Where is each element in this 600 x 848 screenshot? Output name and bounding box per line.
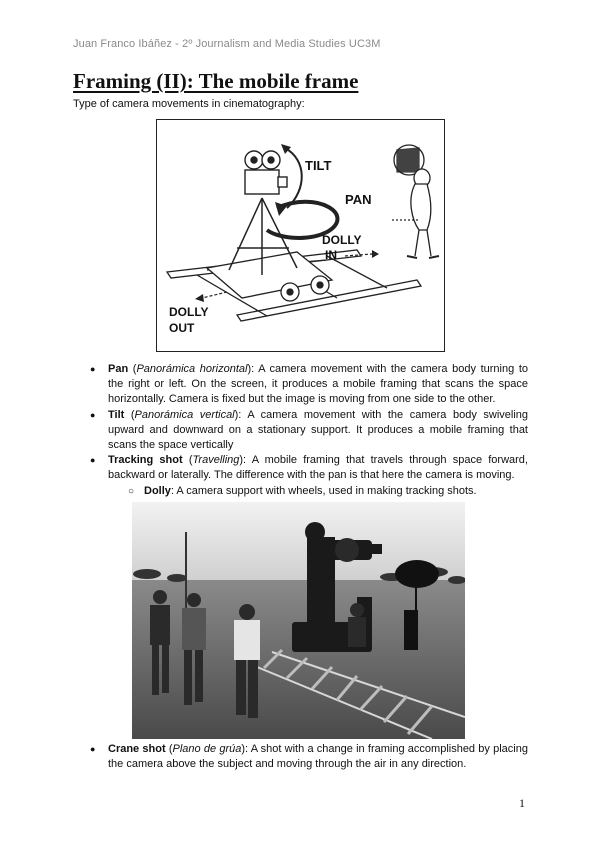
camera-body — [245, 151, 287, 194]
dolly-in-label-1: DOLLY — [322, 233, 362, 247]
term-crane: Crane shot — [108, 743, 166, 755]
list-item-dolly — [128, 484, 528, 499]
camera-movements-illustration — [157, 120, 444, 351]
term-tracking: Tracking shot — [108, 454, 183, 467]
tilt-label: TILT — [305, 158, 332, 173]
dolly-out-label-2: OUT — [169, 321, 195, 335]
description-crane: A shot with a change in framing accomplished by placing the camera above the subject and moving through the air in any direction. — [108, 743, 528, 771]
page-title: Framing (II): The mobile frame — [73, 69, 359, 93]
list-item-crane — [92, 742, 528, 772]
crane-list — [92, 742, 528, 772]
list-item-tilt — [92, 408, 528, 454]
term-dolly: Dolly — [144, 484, 171, 497]
translation-tilt: Panorámica vertical — [134, 408, 235, 421]
camera-movements-diagram — [156, 119, 445, 352]
pan-label: PAN — [345, 192, 372, 207]
camera-movement-list — [92, 362, 528, 499]
page-number: 1 — [519, 796, 525, 810]
paren-open: ( — [182, 454, 193, 467]
paren-close: ): — [239, 454, 252, 467]
paren-open: ( — [128, 363, 137, 375]
paren-close: ): — [247, 363, 259, 375]
description-dolly: : A camera support with wheels, used in making tracking shots. — [170, 484, 477, 497]
translation-pan: Panorámica horizontal — [136, 363, 248, 375]
description-tracking: A mobile framing that travels through space forward, backward or laterally. The difference with the pan is that here the camera is moving. — [108, 454, 528, 482]
description-pan: A camera movement with the camera body turning to the right or left. On the screen, it produces a mobile framing that scans the space horizontally. Camera is fixed but the image is moving from one side to the other. — [108, 363, 528, 406]
dolly-out-label-1: DOLLY — [169, 305, 209, 319]
translation-crane: Plano de grúa — [172, 743, 242, 755]
term-tilt: Tilt — [108, 408, 125, 421]
paren-open: ( — [165, 743, 173, 755]
paren-close: ): — [241, 743, 251, 755]
dolly-in-label-2: IN — [325, 248, 337, 262]
dolly-photo — [132, 502, 465, 739]
term-pan: Pan — [108, 363, 129, 375]
paren-close: ): — [234, 408, 248, 421]
tracking-sublist — [108, 484, 528, 499]
page-header: Juan Franco Ibáñez - 2º Journalism and Media Studies UC3M — [73, 38, 381, 50]
film-crew-photo — [132, 502, 465, 739]
list-item-tracking — [92, 453, 528, 499]
list-item-pan — [92, 362, 528, 408]
translation-tracking: Travelling — [192, 454, 240, 467]
paren-open: ( — [124, 408, 135, 421]
description-tilt: A camera movement with the camera body swiveling upward and downward on a stationary support. It produces a mobile framing that scans the space vertically — [108, 408, 529, 452]
subject-figure — [392, 145, 439, 258]
intro-text: Type of camera movements in cinematography: — [73, 98, 305, 110]
